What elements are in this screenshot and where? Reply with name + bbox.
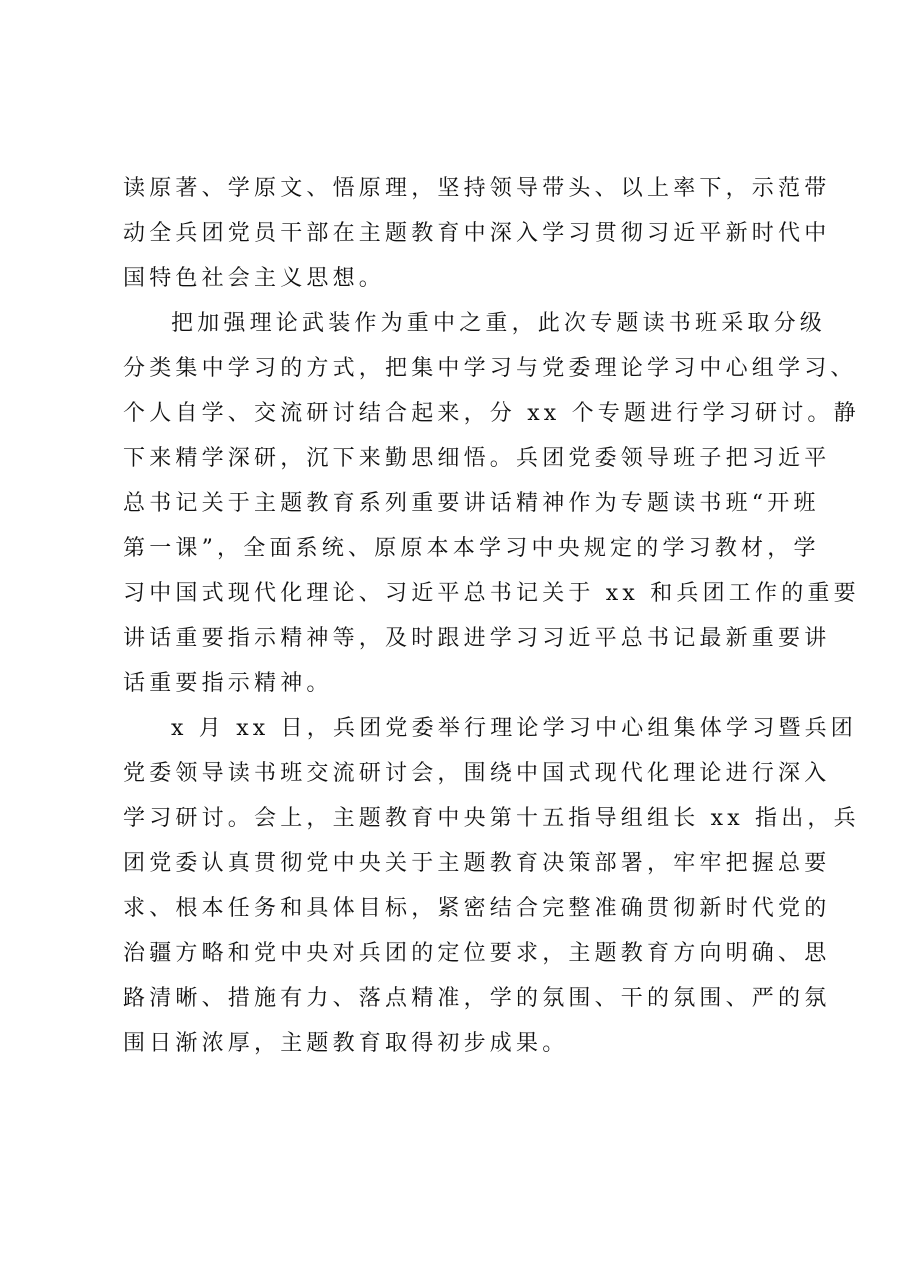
document-body (123, 166, 860, 1066)
paragraph-line: 个人自学、交流研讨结合起来，分 xx 个专题进行学习研讨。静 (123, 401, 860, 426)
paragraph-line: 习中国式现代化理论、习近平总书记关于 xx 和兵团工作的重要 (123, 581, 860, 606)
paragraph-2 (123, 301, 860, 706)
paragraph-line: 把加强理论武装作为重中之重，此次专题读书班采取分级 (171, 311, 827, 336)
paragraph-line: 分类集中学习的方式，把集中学习与党委理论学习中心组学习、 (123, 356, 857, 381)
paragraph-line: x 月 xx 日，兵团党委举行理论学习中心组集体学习暨兵团 (171, 716, 858, 741)
paragraph-3 (123, 706, 860, 1066)
paragraph-line: 总书记关于主题教育系列重要讲话精神作为专题读书班“开班 (123, 491, 820, 516)
paragraph-line: 路清晰、措施有力、落点精准，学的氛围、干的氛围、严的氛 (123, 986, 831, 1011)
paragraph-line: 求、根本任务和具体目标，紧密结合完整准确贯彻新时代党的 (123, 896, 831, 921)
paragraph-line: 下来精学深研，沉下来勤思细悟。兵团党委领导班子把习近平 (123, 446, 831, 471)
paragraph-line: 围日渐浓厚，主题教育取得初步成果。 (123, 1031, 569, 1056)
paragraph-line: 话重要指示精神。 (123, 671, 333, 696)
paragraph-line: 党委领导读书班交流研讨会，围绕中国式现代化理论进行深入 (123, 761, 831, 786)
paragraph-line: 学习研讨。会上，主题教育中央第十五指导组组长 xx 指出，兵 (123, 806, 860, 831)
paragraph-line: 动全兵团党员干部在主题教育中深入学习贯彻习近平新时代中 (123, 221, 831, 246)
paragraph-line: 治疆方略和党中央对兵团的定位要求，主题教育方向明确、思 (123, 941, 831, 966)
paragraph-line: 团党委认真贯彻党中央关于主题教育决策部署，牢牢把握总要 (123, 851, 831, 876)
paragraph-line: 第一课”，全面系统、原原本本学习中央规定的学习教材，学 (123, 536, 820, 561)
paragraph-1 (123, 166, 831, 301)
paragraph-line: 国特色社会主义思想。 (123, 266, 386, 291)
paragraph-line: 读原著、学原文、悟原理，坚持领导带头、以上率下，示范带 (123, 176, 831, 201)
paragraph-line: 讲话重要指示精神等，及时跟进学习习近平总书记最新重要讲 (123, 626, 831, 651)
